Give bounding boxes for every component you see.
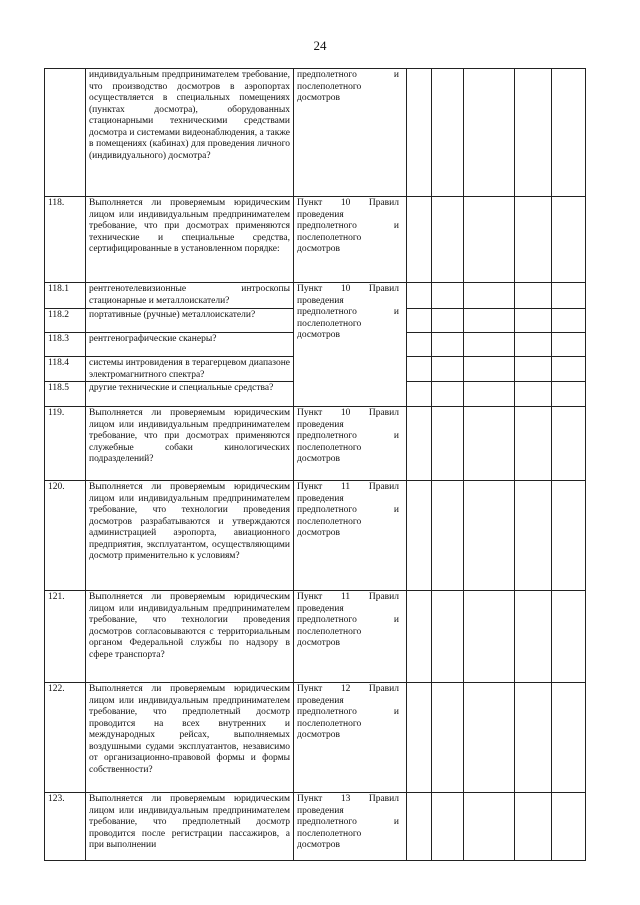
checklist-table xyxy=(44,68,586,861)
answer-cell[interactable] xyxy=(464,407,515,481)
answer-cell[interactable] xyxy=(407,481,432,591)
item-number: 121. xyxy=(45,591,86,683)
legal-reference-text: Пункт 11 Правил проведения предполетного и послеполетного досмотров xyxy=(297,482,399,538)
answer-cell[interactable] xyxy=(552,382,586,407)
requirement-text: Выполняется ли проверяемым юридическим лицом или индивидуальным предпринимателем требование, что предполетный досмотр проводится на всех внутренних и международных рейсах, выполняемых воздушными судами эксплуатантов, независимо от организационно-правовой формы и формы собственности? xyxy=(86,683,294,793)
answer-cell[interactable] xyxy=(515,357,552,382)
answer-cell[interactable] xyxy=(407,793,432,861)
requirement-text: Выполняется ли проверяемым юридическим лицом или индивидуальным предпринимателем требование, что технологии проведения досмотров разрабатываются и утверждаются администрацией аэропорта, авиационного предприятия, эксплуатантом, осуществляющими досмотр применительно к условиям? xyxy=(86,481,294,591)
answer-cell[interactable] xyxy=(407,591,432,683)
legal-reference-text: Пункт 13 Правил проведения предполетного и послеполетного досмотров xyxy=(297,794,399,850)
answer-cell[interactable] xyxy=(552,283,586,309)
answer-cell[interactable] xyxy=(407,333,432,357)
answer-cell[interactable] xyxy=(464,333,515,357)
answer-cell[interactable] xyxy=(464,69,515,197)
answer-cell[interactable] xyxy=(407,407,432,481)
requirement-text: портативные (ручные) металлоискатели? xyxy=(86,309,294,333)
answer-cell[interactable] xyxy=(407,283,432,309)
answer-cell[interactable] xyxy=(464,481,515,591)
legal-reference xyxy=(294,591,407,683)
answer-cell[interactable] xyxy=(432,683,464,793)
legal-reference-text: Пункт 11 Правил проведения предполетного и послеполетного досмотров xyxy=(297,592,399,648)
item-number: 122. xyxy=(45,683,86,793)
requirement-text: системы интровидения в терагерцевом диапазоне электромагнитного спектра? xyxy=(86,357,294,382)
table-row xyxy=(45,407,586,481)
item-number: 118.3 xyxy=(45,333,86,357)
legal-reference-text: Пункт 10 Правил проведения предполетного и послеполетного досмотров xyxy=(297,284,399,340)
answer-cell[interactable] xyxy=(407,69,432,197)
item-number: 118.1 xyxy=(45,283,86,309)
answer-cell[interactable] xyxy=(432,309,464,333)
legal-reference-text: Пункт 10 Правил проведения предполетного и послеполетного досмотров xyxy=(297,408,399,464)
item-number xyxy=(45,69,86,197)
requirement-text: рентгенотелевизионные интроскопы стационарные и металлоискатели? xyxy=(86,283,294,309)
requirement-text: индивидуальным предпринимателем требование, что производство досмотров в аэропортах осуществляется в специальных помещениях (пунктах досмотра), оборудованных стационарными техническими средствами досмотра и системами видеонаблюдения, а также в помещениях (кабинах) для проведения личного (индивидуального) досмотра? xyxy=(86,69,294,197)
table-row xyxy=(45,197,586,283)
answer-cell[interactable] xyxy=(515,333,552,357)
answer-cell[interactable] xyxy=(552,683,586,793)
item-number: 119. xyxy=(45,407,86,481)
answer-cell[interactable] xyxy=(432,283,464,309)
answer-cell[interactable] xyxy=(432,357,464,382)
answer-cell[interactable] xyxy=(515,283,552,309)
requirement-text: Выполняется ли проверяемым юридическим лицом или индивидуальным предпринимателем требование, что технологии проведения досмотров согласовываются с территориальным органом Федеральной службы по надзору в сфере транспорта? xyxy=(86,591,294,683)
legal-reference xyxy=(294,481,407,591)
item-number: 120. xyxy=(45,481,86,591)
legal-reference-text: предполетного и послеполетного досмотров xyxy=(297,70,399,103)
answer-cell[interactable] xyxy=(464,793,515,861)
answer-cell[interactable] xyxy=(464,197,515,283)
answer-cell[interactable] xyxy=(407,197,432,283)
answer-cell[interactable] xyxy=(464,591,515,683)
table-row xyxy=(45,283,586,309)
answer-cell[interactable] xyxy=(552,793,586,861)
answer-cell[interactable] xyxy=(464,357,515,382)
answer-cell[interactable] xyxy=(515,407,552,481)
legal-reference xyxy=(294,683,407,793)
table-row xyxy=(45,793,586,861)
answer-cell[interactable] xyxy=(515,683,552,793)
answer-cell[interactable] xyxy=(464,309,515,333)
item-number: 123. xyxy=(45,793,86,861)
item-number: 118.5 xyxy=(45,382,86,407)
requirement-text: рентгенографические сканеры? xyxy=(86,333,294,357)
page-number: 24 xyxy=(313,38,327,53)
answer-cell[interactable] xyxy=(432,481,464,591)
answer-cell[interactable] xyxy=(552,407,586,481)
answer-cell[interactable] xyxy=(407,683,432,793)
answer-cell[interactable] xyxy=(552,481,586,591)
answer-cell[interactable] xyxy=(464,683,515,793)
answer-cell[interactable] xyxy=(552,309,586,333)
requirement-text: Выполняется ли проверяемым юридическим лицом или индивидуальным предпринимателем требование, что при досмотрах применяются технические и специальные средства, сертифицированные в установленном порядке: xyxy=(86,197,294,283)
item-number: 118.2 xyxy=(45,309,86,333)
legal-reference-text: Пункт 10 Правил проведения предполетного и послеполетного досмотров xyxy=(297,198,399,254)
answer-cell[interactable] xyxy=(432,793,464,861)
answer-cell[interactable] xyxy=(515,309,552,333)
legal-reference xyxy=(294,197,407,283)
legal-reference-text: Пункт 12 Правил проведения предполетного и послеполетного досмотров xyxy=(297,684,399,740)
answer-cell[interactable] xyxy=(515,197,552,283)
answer-cell[interactable] xyxy=(407,357,432,382)
answer-cell[interactable] xyxy=(515,481,552,591)
legal-reference xyxy=(294,407,407,481)
answer-cell[interactable] xyxy=(432,197,464,283)
answer-cell[interactable] xyxy=(552,69,586,197)
legal-reference xyxy=(294,69,407,197)
answer-cell[interactable] xyxy=(432,591,464,683)
answer-cell[interactable] xyxy=(464,382,515,407)
answer-cell[interactable] xyxy=(464,283,515,309)
answer-cell[interactable] xyxy=(552,197,586,283)
answer-cell[interactable] xyxy=(432,382,464,407)
answer-cell[interactable] xyxy=(552,333,586,357)
legal-reference xyxy=(294,283,407,407)
table-row xyxy=(45,481,586,591)
table-row xyxy=(45,591,586,683)
answer-cell[interactable] xyxy=(552,591,586,683)
table-row xyxy=(45,683,586,793)
answer-cell[interactable] xyxy=(432,407,464,481)
answer-cell[interactable] xyxy=(432,333,464,357)
answer-cell[interactable] xyxy=(515,793,552,861)
item-number: 118. xyxy=(45,197,86,283)
answer-cell[interactable] xyxy=(515,69,552,197)
answer-cell[interactable] xyxy=(515,591,552,683)
answer-cell[interactable] xyxy=(552,357,586,382)
answer-cell[interactable] xyxy=(432,69,464,197)
requirement-text: Выполняется ли проверяемым юридическим лицом или индивидуальным предпринимателем требование, что предполетный досмотр проводится после регистрации пассажиров, а при выполнении xyxy=(86,793,294,861)
table-row xyxy=(45,69,586,197)
requirement-text: другие технические и специальные средства? xyxy=(86,382,294,407)
item-number: 118.4 xyxy=(45,357,86,382)
answer-cell[interactable] xyxy=(515,382,552,407)
answer-cell[interactable] xyxy=(407,382,432,407)
requirement-text: Выполняется ли проверяемым юридическим лицом или индивидуальным предпринимателем требование, что при досмотрах применяются служебные собаки кинологических подразделений? xyxy=(86,407,294,481)
answer-cell[interactable] xyxy=(407,309,432,333)
legal-reference xyxy=(294,793,407,861)
